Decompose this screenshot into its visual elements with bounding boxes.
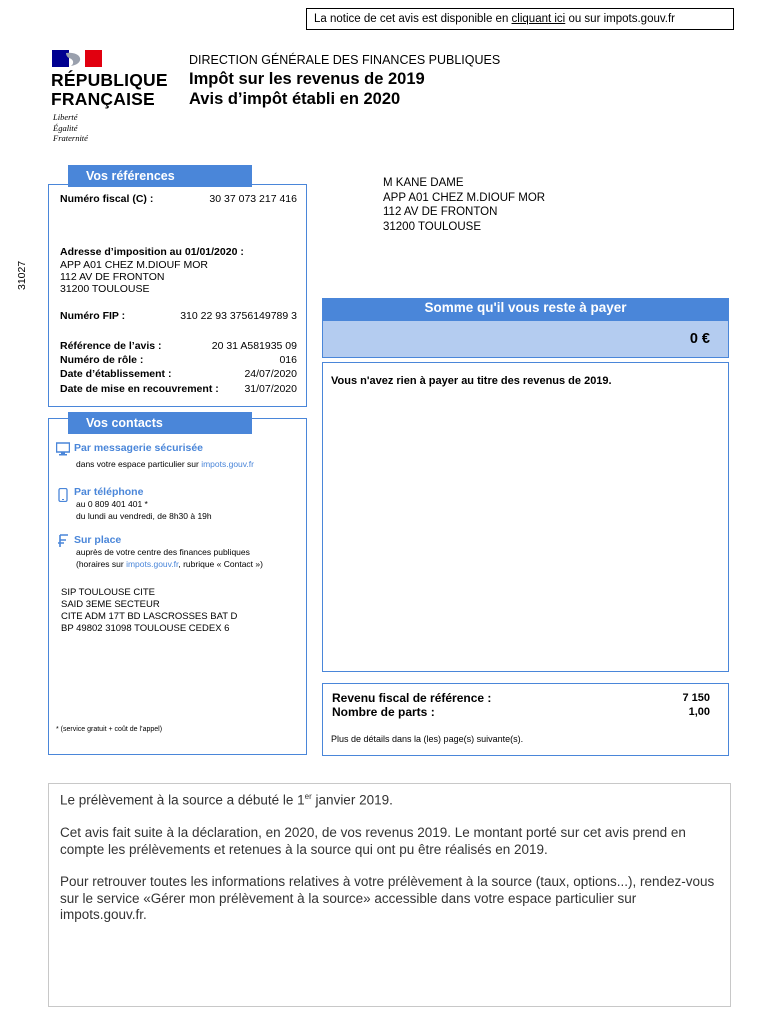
marianne-logo-icon (52, 50, 102, 67)
amount-due-header: Somme qu'il vous reste à payer (322, 298, 729, 320)
phone-icon (56, 488, 70, 502)
etab-date-label: Date d’établissement : (60, 368, 172, 380)
fip-label: Numéro FIP : (60, 310, 126, 322)
tax-address-line3: 31200 TOULOUSE (60, 283, 150, 295)
withholding-info-box (48, 783, 731, 1007)
brand-motto (53, 112, 88, 144)
amount-due-message: Vous n'avez rien à payer au titre des revenus de 2019. (331, 375, 612, 387)
recouv-date-value: 31/07/2020 (244, 383, 297, 395)
place-link[interactable]: impots.gouv.fr (126, 559, 179, 569)
role-label: Numéro de rôle : (60, 354, 144, 366)
motto-fraternite: Fraternité (53, 133, 88, 143)
notice-box (306, 8, 734, 30)
motto-liberte: Liberté (53, 112, 78, 122)
info-paragraph-3: Pour retrouver toutes les informations relatives à votre prélèvement à la source (taux, options...), rendez-vous sur le service «Gérer mon prélèvement à la source» accessible dans votre espace particulier sur impots.gouv.fr. (60, 874, 715, 922)
rfr-label: Revenu fiscal de référence : (332, 691, 492, 705)
info-p1-post: janvier 2019. (311, 792, 393, 808)
avis-ref-value: 20 31 A581935 09 (211, 340, 297, 352)
computer-icon (56, 442, 70, 456)
fip-value: 310 22 93 3756149789 3 (180, 310, 297, 322)
contact-messaging-text (76, 459, 254, 469)
agency-name: DIRECTION GÉNÉRALE DES FINANCES PUBLIQUES (189, 53, 501, 67)
etab-date-value: 24/07/2020 (244, 368, 297, 380)
office-line3: CITE ADM 17T BD LASCROSSES BAT D (61, 611, 238, 622)
motto-egalite: Égalité (53, 122, 78, 133)
recipient-line4: 31200 TOULOUSE (383, 220, 482, 233)
office-sign-icon (56, 534, 70, 548)
references-tab: Vos références (68, 165, 252, 187)
info-paragraph-1 (60, 789, 719, 809)
brand-line2: FRANÇAISE (51, 89, 155, 109)
fiscal-number-value: 30 37 073 217 416 (209, 193, 297, 205)
amount-due-details-box (322, 362, 729, 672)
brand-line1: RÉPUBLIQUE (51, 70, 168, 90)
recipient-line2: APP A01 CHEZ M.DIOUF MOR (383, 191, 546, 204)
amount-due-value: 0 € (322, 320, 729, 358)
parts-value: 1,00 (688, 706, 710, 718)
recipient-line1: M KANE DAME (383, 177, 464, 189)
rfr-value: 7 150 (682, 692, 710, 704)
contact-phone-title: Par téléphone (74, 486, 144, 498)
recipient-line3: 112 AV DE FRONTON (383, 206, 498, 218)
avis-ref-label: Référence de l’avis : (60, 340, 162, 352)
info-p1-pre: Le prélèvement à la source a débuté le 1 (60, 792, 305, 808)
place-text2-post: , rubrique « Contact ») (178, 559, 263, 569)
contacts-tab: Vos contacts (68, 412, 252, 434)
revenue-details-note: Plus de détails dans la (les) page(s) suivante(s). (331, 734, 524, 744)
parts-label: Nombre de parts : (332, 705, 435, 719)
contact-place-text1: auprès de votre centre des finances publiques (76, 547, 250, 557)
phone-footnote: * (service gratuit + coût de l’appel) (56, 726, 163, 733)
info-paragraph-2: Cet avis fait suite à la déclaration, en 2020, de vos revenus 2019. Le montant porté sur cet avis prend en compte les prélèvements et retenues à la source qui ont pu être réalisés en 2019. (60, 825, 686, 857)
doc-title: Impôt sur les revenus de 2019 (189, 70, 425, 88)
notice-prefix: La notice de cet avis est disponible en (314, 13, 512, 25)
notice-suffix: ou sur impots.gouv.fr (565, 13, 675, 25)
side-code: 31027 (16, 260, 28, 290)
messaging-text: dans votre espace particulier sur (76, 459, 202, 469)
role-value: 016 (279, 354, 297, 366)
contact-place-text2 (76, 559, 263, 569)
place-text2-pre: (horaires sur (76, 559, 127, 569)
contact-place-title: Sur place (74, 534, 122, 546)
info-p1-sup: er (304, 792, 312, 801)
recouv-date-label: Date de mise en recouvrement : (60, 383, 219, 395)
office-line4: BP 49802 31098 TOULOUSE CEDEX 6 (61, 623, 230, 634)
messaging-link[interactable]: impots.gouv.fr (201, 459, 254, 469)
office-line1: SIP TOULOUSE CITE (61, 587, 155, 598)
contact-phone-number: au 0 809 401 401 * (76, 499, 148, 509)
office-line2: SAID 3EME SECTEUR (61, 599, 160, 610)
tax-address-line1: APP A01 CHEZ M.DIOUF MOR (60, 259, 208, 271)
contact-messaging-title: Par messagerie sécurisée (74, 442, 204, 454)
contact-phone-hours: du lundi au vendredi, de 8h30 à 19h (76, 511, 212, 521)
doc-subtitle: Avis d’impôt établi en 2020 (189, 90, 401, 108)
tax-address-line2: 112 AV DE FRONTON (60, 271, 165, 283)
notice-link[interactable]: cliquant ici (511, 13, 566, 25)
fiscal-number-label: Numéro fiscal (C) : (60, 193, 154, 205)
republique-francaise (51, 71, 168, 109)
recipient-address (383, 176, 545, 234)
tax-address-label: Adresse d’imposition au 01/01/2020 : (60, 246, 244, 258)
